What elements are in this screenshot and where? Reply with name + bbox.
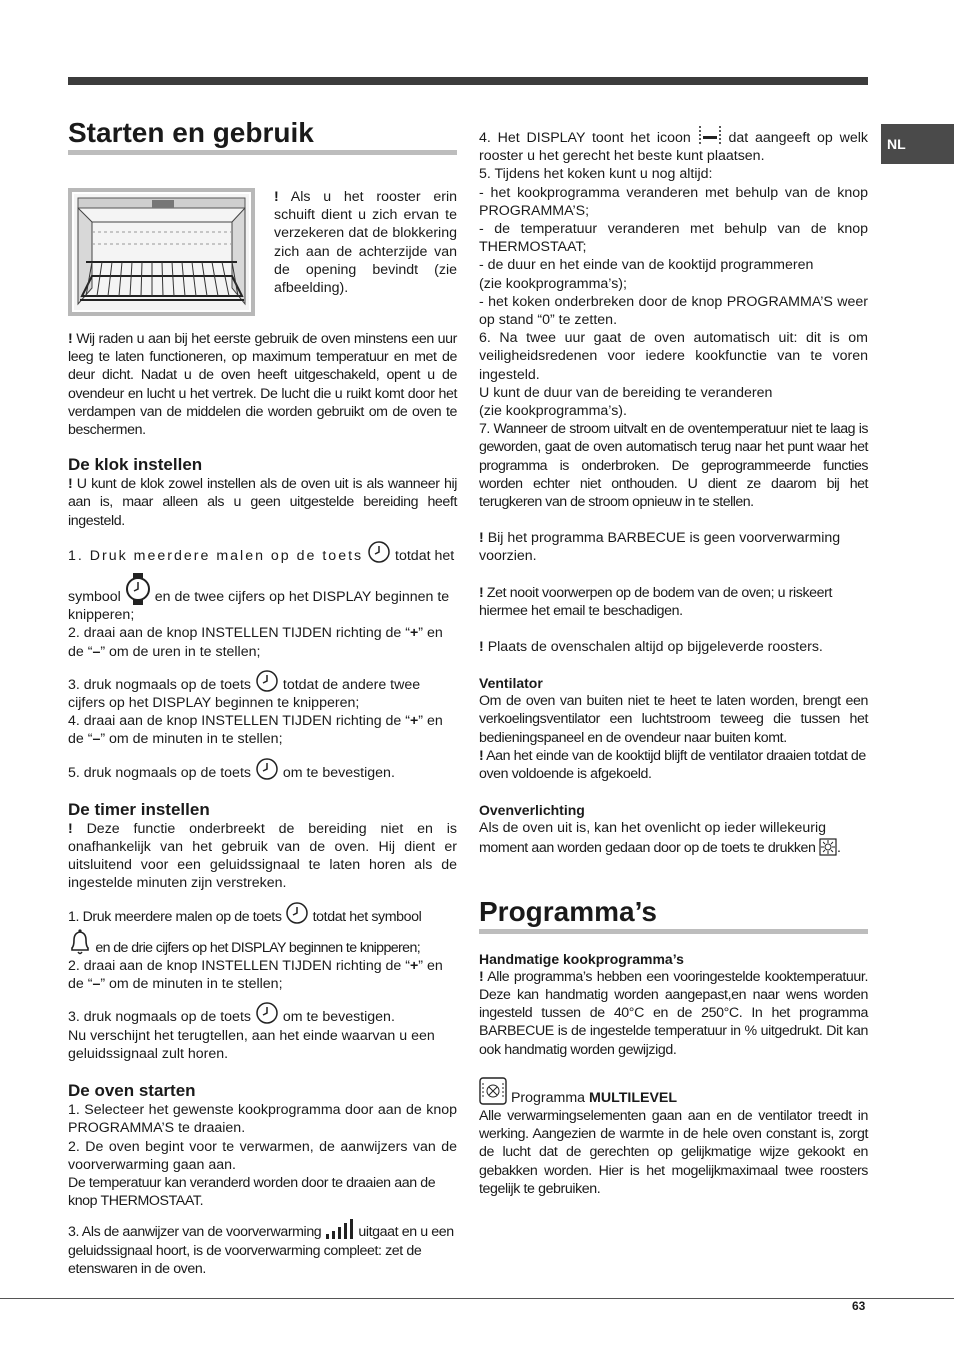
bullet-thermostat: - de temperatuur veranderen met behulp van de knop THERMOSTAAT; [479, 221, 868, 256]
intro-note [68, 330, 457, 439]
minus-symbol: – [92, 643, 101, 660]
timer-after: Nu verschijnt het terugtellen, aan het einde waarvan u een geluidssignaal zult horen. [68, 1027, 435, 1062]
heading-light: Ovenverlichting [479, 802, 585, 819]
bullet-program: - het kookprogramma veranderen met behulp van de knop PROGRAMMA’S; [479, 184, 868, 219]
step-4: 4. Het DISPLAY toont het icoon dat aangeeft op welk rooster u het gerecht het beste kunt plaatsen. [479, 124, 868, 165]
plus-symbol: + [409, 713, 419, 730]
clock-step-5: 5. druk nogmaals op de toets om te bevestigen. [68, 757, 457, 782]
start-step-1: 1. Selecteer het gewenste kookprogramma door aan de knop PROGRAMMA’S te draaien. [68, 1102, 457, 1137]
step-5: 5. Tijdens het koken kunt u nog altijd: [479, 166, 713, 183]
start-step-2b: De temperatuur kan veranderd worden door te draaien aan de knop THERMOSTAAT. [68, 1174, 436, 1210]
timer-note [68, 820, 457, 893]
clock-note [68, 475, 457, 530]
timer-step-3: 3. druk nogmaals op de toets om te bevestigen. [68, 1001, 457, 1026]
warning-mark: ! [479, 968, 484, 985]
left-column [68, 0, 457, 1278]
step-6b: U kunt de duur van de bereiding te veranderen [479, 384, 773, 401]
heading-timer: De timer instellen [68, 799, 210, 819]
warning-mark: ! [68, 820, 73, 837]
multilevel-label: Programma MULTILEVEL [479, 1077, 868, 1107]
warning-mark: ! [68, 476, 73, 493]
warning-mark: ! [479, 584, 484, 601]
bullet-duration: - de duur en het einde van de kooktijd programmeren [479, 257, 814, 274]
preheat-indicator-icon [325, 1218, 355, 1240]
intro-text: Wij raden u aan bij het eerste gebruik de oven minstens een uur leeg te laten functioneren, op maximum temperatuur en met de deur dicht. Nadat u de oven heeft uitgeschakeld, opent u de ovendeur en lucht u het vertrek. De lucht die u ruikt komt door het verdampen van de middelen die worden gebruikt om de oven te beschermen. [68, 331, 457, 439]
timer-note-text: Deze functie onderbreekt de bereiding niet en is onafhankelijk van het gebruik van de oven. Hij dient er uitsluitend voor een geluidssignaal te laten horen als de ingestelde minuten zijn verstreken. [68, 820, 457, 892]
clock-button-icon [367, 540, 391, 564]
heading-start: De oven starten [68, 1081, 196, 1101]
warning-mark: ! [479, 747, 484, 764]
right-column [479, 0, 868, 1198]
timer-step-1-cont: en de drie cijfers op het DISPLAY beginnen te knipperen; [68, 928, 457, 957]
clock-button-icon [255, 669, 279, 693]
clock-step-3: 3. druk nogmaals op de toets totdat de andere twee cijfers op het DISPLAY beginnen te knipperen; [68, 669, 457, 712]
note-floor: ! Zet nooit voorwerpen op de bodem van de oven; u riskeert hiermee het email te beschadigen. [479, 584, 832, 619]
minus-symbol: – [92, 731, 101, 748]
note-barbecue: ! Bij het programma BARBECUE is geen voorverwarming voorzien. [479, 530, 841, 565]
light-text-1: Als de oven uit is, kan het ovenlicht op ieder willekeurig [479, 820, 826, 837]
clock-note-text: U kunt de klok zowel instellen als de oven uit is als wanneer hij aan is, maar alleen als u geen uitgestelde bereiding heeft ingesteld. [68, 476, 458, 529]
clock-step-1-cont: symbool en de twee cijfers op het DISPLAY beginnen te knipperen; [68, 573, 457, 624]
plus-symbol: + [409, 958, 419, 975]
warning-mark: ! [479, 530, 484, 547]
oven-rack-drawing [72, 192, 251, 312]
bullet-interrupt: - het koken onderbreken door de knop PROGRAMMA’S weer op stand “0” te zetten. [479, 293, 868, 329]
rack-position-icon [698, 124, 722, 146]
fan-text: Om de oven van buiten niet te heet te laten worden, brengt een verkoelingsventilator een luchtstroom teweeg die tussen het bedieningspaneel en de ovendeur naar buiten komt. [479, 693, 868, 746]
light-button-icon [819, 838, 837, 856]
heading-clock: De klok instellen [68, 455, 203, 475]
rack-note-text: Als u het rooster erin schuift dient u zich ervan te verzekeren dat de blokkering zich aan de achterzijde van de opening bevindt (zie afbeelding). [274, 189, 457, 297]
heading-fan: Ventilator [479, 675, 543, 692]
clock-step-2: 2. draai aan de knop INSTELLEN TIJDEN richting de “+” en de “–” om de uren in te stellen; [68, 625, 443, 660]
multilevel-text: Alle verwarmingselementen gaan aan en de ventilator treedt in werking. Aangezien de warmte in de hele oven constant is, zorgt de lucht dat de gerechten op gelijkmatige wijze gekookt en gebakken worden. Hier is het mogelijkmaximaal twee roosters tegelijk te gebruiken. [479, 1107, 868, 1197]
rack-note [274, 188, 457, 297]
multilevel-name: MULTILEVEL [589, 1089, 678, 1106]
warning-mark: ! [68, 331, 73, 347]
oven-rack-illustration [68, 188, 255, 316]
section-title-starten: Starten en gebruik [68, 116, 457, 155]
step-6: 6. Na twee uur gaat de oven automatisch uit: dit is om veiligheidsredenen voor iedere kookfunctie van te voren ingesteld. [479, 330, 868, 383]
step-7: 7. Wanneer de stroom uitvalt en de oventemperatuur niet te laag is geworden, gaat de oven automatisch terug naar het punt waar het programma is onderbroken. De geprogrammeerde functies worden echter niet onthouden. U dient ze daarom bij het terugkeren van de stroom opnieuw in te stellen. [479, 421, 868, 511]
light-text-2: moment aan worden gedaan door op de toets te drukken . [479, 839, 841, 856]
fan-note: ! Aan het einde van de kooktijd blijft de ventilator draaien totdat de oven voldoende is afgekoeld. [479, 747, 866, 783]
warning-mark: ! [479, 639, 484, 656]
page-number: 63 [852, 1299, 866, 1313]
start-step-2: 2. De oven begint voor te verwarmen, de aanwijzers van de voorverwarming gaan aan. [68, 1138, 457, 1173]
clock-button-icon [255, 1001, 279, 1025]
timer-step-2: 2. draai aan de knop INSTELLEN TIJDEN richting de “+” en de “–” om de minuten in te stellen; [68, 958, 443, 993]
language-tab: NL [881, 124, 954, 164]
clock-step-4: 4. draai aan de knop INSTELLEN TIJDEN richting de “+” en de “–” om de minuten in te stellen; [68, 713, 443, 748]
bullet-duration-ref: (zie kookprogramma’s); [479, 275, 627, 292]
start-step-3: 3. Als de aanwijzer van de voorverwarming uitgaat en u een geluidssignaal hoort, is de voorverwarming compleet: zet de etenswaren in de oven. [68, 1218, 457, 1278]
note-racks: ! Plaats de ovenschalen altijd op bijgeleverde roosters. [479, 639, 823, 656]
footer-rule [0, 1298, 954, 1299]
watch-symbol-icon [125, 573, 151, 605]
multilevel-program-icon [479, 1077, 507, 1105]
timer-step-1: 1. Druk meerdere malen op de toets totdat het symbool [68, 901, 457, 926]
bell-symbol-icon [68, 928, 92, 956]
manual-programs-note: ! Alle programma’s hebben een vooringestelde kooktemperatuur. Deze kan handmatig worden aangepast,en naar wens worden ingesteld tussen de 40°C en de 250°C. In het programma BARBECUE is de ingestelde temperatuur in % uitgedrukt. Dit kan ook handmatig worden gewijzigd. [479, 968, 868, 1058]
step-6c: (zie kookprogramma’s). [479, 403, 627, 420]
section-title-programmas: Programma’s [479, 895, 868, 934]
plus-symbol: + [409, 625, 419, 642]
clock-button-icon [255, 757, 279, 781]
heading-manual-programs: Handmatige kookprogramma’s [479, 950, 684, 967]
clock-button-icon [285, 901, 309, 925]
rack-figure-block [68, 188, 457, 316]
minus-symbol: – [92, 976, 101, 993]
warning-mark: ! [274, 189, 279, 205]
clock-step-1: 1. Druk meerdere malen op de toets totdat het [68, 540, 457, 565]
